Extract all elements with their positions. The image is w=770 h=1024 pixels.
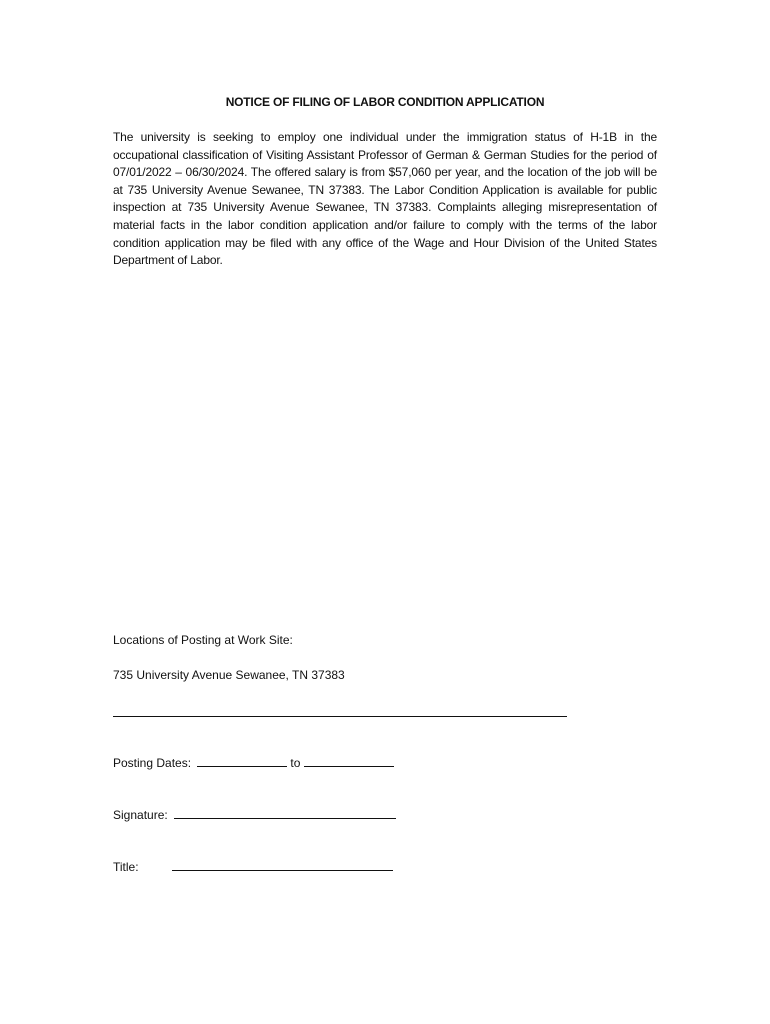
blank-location-line: [113, 716, 567, 717]
posting-to-label: to: [290, 756, 301, 770]
title-row: [113, 858, 393, 875]
posting-start-date-blank: [197, 754, 287, 767]
signature-label: Signature:: [113, 808, 168, 822]
signature-row: [113, 806, 396, 823]
title-label: Title:: [113, 860, 139, 874]
posting-address: 735 University Avenue Sewanee, TN 37383: [113, 668, 345, 682]
locations-label: Locations of Posting at Work Site:: [113, 633, 293, 647]
posting-dates-row: [113, 754, 394, 771]
notice-title: NOTICE OF FILING OF LABOR CONDITION APPLICATION: [225, 95, 545, 109]
signature-blank: [174, 806, 396, 819]
notice-body: The university is seeking to employ one individual under the immigration status of H-1B in the occupational classification of Visiting Assistant Professor of German & German Studies for the period of 07/01/2022 – 06/30/2024. The offered salary is from $57,060 per year, and the location of the job will be at 735 University Avenue Sewanee, TN 37383. The Labor Condition Application is available for public inspection at 735 University Avenue Sewanee, TN 37383. Complaints alleging misrepresentation of material facts in the labor condition application and/or failure to comply with the terms of the labor condition application may be filed with any office of the Wage and Hour Division of the United States Department of Labor.: [113, 130, 657, 268]
title-blank: [172, 858, 393, 871]
posting-dates-label: Posting Dates:: [113, 756, 192, 770]
posting-end-date-blank: [304, 754, 394, 767]
